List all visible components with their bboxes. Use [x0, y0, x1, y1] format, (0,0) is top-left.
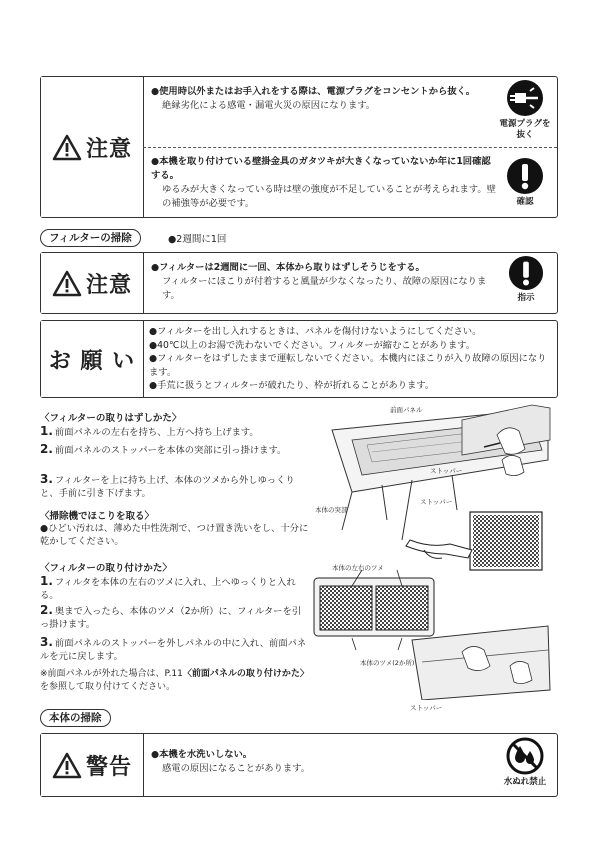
- vacuum-heading: 〈掃除機でほこりを取る〉: [40, 511, 155, 522]
- attach-step-2: [40, 604, 308, 631]
- step-number: 2.: [40, 442, 53, 456]
- step-number: 3.: [40, 472, 53, 486]
- caution-item-2-lead: ●本機を取り付けている壁掛金具のガタツキが大きくなっていないか年に1回確認する。: [151, 156, 491, 181]
- filter-caution-detail: フィルターにほこりが付着すると風量が少なくなったり、故障の原因になります。: [162, 276, 487, 301]
- request-label-box: [41, 321, 144, 397]
- step-text: 前面パネルのストッパーを外しパネルの中に入れ、前面パネルを元に戻します。: [40, 638, 307, 662]
- warning-text: [151, 748, 491, 776]
- request-label: お 願 い: [48, 348, 136, 374]
- warning-detail: 感電の原因になることがあります。: [162, 763, 311, 774]
- instruction-icon-group: [501, 255, 551, 304]
- filter-caution-lead: ●フィルターは2週間に一回、本体から取りはずしそうじをする。: [151, 262, 425, 273]
- caution-item-1-lead: ●使用時以外またはお手入れをする際は、電源プラグをコンセントから抜く。: [151, 86, 476, 97]
- attach-note-post: を参照して取り付けてください。: [40, 682, 176, 692]
- request-list: [149, 325, 551, 393]
- unplug-icon: [506, 79, 544, 117]
- attach-heading: 〈フィルターの取り付けかた〉: [40, 563, 172, 574]
- instruction-icon-caption: 指示: [517, 293, 535, 303]
- request-item: ●40℃以上のお湯で洗わないでください。フィルターが縮むことがあります。: [149, 339, 476, 351]
- removal-step-1: [40, 425, 310, 439]
- attach-step-1: [40, 575, 308, 602]
- filter-frequency: ●2週間に1回: [168, 234, 227, 245]
- ac-unit-closed-illustration: [412, 626, 550, 700]
- filter-section-title: フィルターの掃除: [40, 229, 141, 247]
- step-text: フィルターを上に持ち上げ、本体のツメから外しゆっくりと、手前に引き下げます。: [40, 475, 295, 499]
- unplug-icon-group: [496, 79, 554, 141]
- request-item: ●手荒に扱うとフィルターが破れたり、枠が折れることがあります。: [149, 380, 435, 391]
- step-number: 3.: [40, 635, 53, 649]
- attach-note-pre: ※前面パネルが外れた場合は、P.11: [40, 669, 183, 679]
- check-icon-caption: 確認: [516, 197, 534, 207]
- body-section-title: 本体の掃除: [40, 709, 111, 727]
- no-water-icon: [506, 737, 544, 775]
- step-number: 1.: [40, 574, 53, 588]
- removal-step-2: [40, 443, 308, 457]
- vacuum-text: ●ひどい汚れは、薄めた中性洗剤で、つけ置き洗いをし、十分に乾かしてください。: [40, 523, 309, 547]
- no-water-icon-group: [497, 737, 553, 788]
- unplug-icon-caption: 電源プラグを抜く: [499, 119, 551, 140]
- removal-step-3: [40, 473, 308, 500]
- request-box: [40, 320, 558, 398]
- request-item: ●フィルターを出し入れするときは、パネルを傷付けないようにしてください。: [149, 326, 482, 337]
- label-stopper: ストッパー: [430, 467, 463, 475]
- vacuum-filter-illustration: [406, 512, 542, 570]
- caution-item-2-detail: ゆるみが大きくなっている時は壁の強度が不足していることが考えられます。壁の補強等が必要です。: [162, 184, 496, 209]
- warning-triangle-icon: [52, 134, 82, 161]
- warning-triangle-icon: [52, 752, 82, 779]
- warning-lead: ●本機を水洗いしない。: [151, 749, 253, 760]
- caution-item-1-detail: 絶縁劣化による感電・漏電火災の原因になります。: [162, 100, 376, 111]
- step-text: 前面パネルの左右を持ち、上方へ持ち上げます。: [54, 427, 259, 438]
- check-icon-group: [496, 157, 554, 208]
- warning-box: [40, 733, 558, 797]
- attach-note-ref: 〈前面パネルの取り付けかた〉: [182, 669, 309, 679]
- exclamation-icon: [506, 157, 544, 195]
- removal-heading: 〈フィルターの取りはずしかた〉: [40, 413, 182, 424]
- attach-note: [40, 668, 310, 694]
- attach-step-3: [40, 636, 308, 663]
- step-text: 奥まで入ったら、本体のツメ（2か所）に、フィルターを引っ掛けます。: [40, 606, 302, 630]
- no-water-icon-caption: 水ぬれ禁止: [503, 777, 547, 787]
- caution-box-top: [40, 76, 558, 218]
- step-number: 2.: [40, 603, 53, 617]
- filter-caution-text: [151, 261, 496, 303]
- divider: [143, 147, 557, 148]
- caution-label: 注意: [85, 136, 132, 162]
- caution-item-2: [151, 155, 496, 211]
- warning-label: 警告: [85, 754, 132, 780]
- label-body-claws-2: 本体のツメ(2か所): [360, 659, 415, 667]
- label-stopper: ストッパー: [420, 498, 453, 506]
- filter-insertion-illustration: [314, 570, 434, 650]
- caution-item-1: [151, 85, 496, 113]
- label-body-claws-lr: 本体の左右のツメ: [332, 564, 384, 572]
- step-text: フィルタを本体の左右のツメに入れ、上へゆっくりと入れる。: [40, 577, 296, 601]
- step-text: 前面パネルのストッパーを本体の突部に引っ掛けます。: [54, 445, 287, 456]
- filter-illustrations: [312, 400, 556, 700]
- warning-label-box: [41, 734, 144, 796]
- filter-caution-label: 注意: [85, 272, 132, 298]
- caution-label-box: [41, 77, 144, 217]
- request-item: ●フィルターをはずしたままで運転しないでください。本機内にほこりが入り故障の原因になります。: [149, 353, 547, 378]
- step-number: 1.: [40, 424, 53, 438]
- warning-triangle-icon: [52, 270, 82, 297]
- filter-caution-box: [40, 252, 558, 314]
- label-front-panel: 前面パネル: [390, 406, 423, 414]
- filter-caution-label-box: [41, 253, 144, 313]
- label-stopper: ストッパー: [410, 704, 443, 712]
- label-body-protrusion: 本体の突部: [315, 506, 348, 514]
- exclamation-icon: [508, 255, 544, 291]
